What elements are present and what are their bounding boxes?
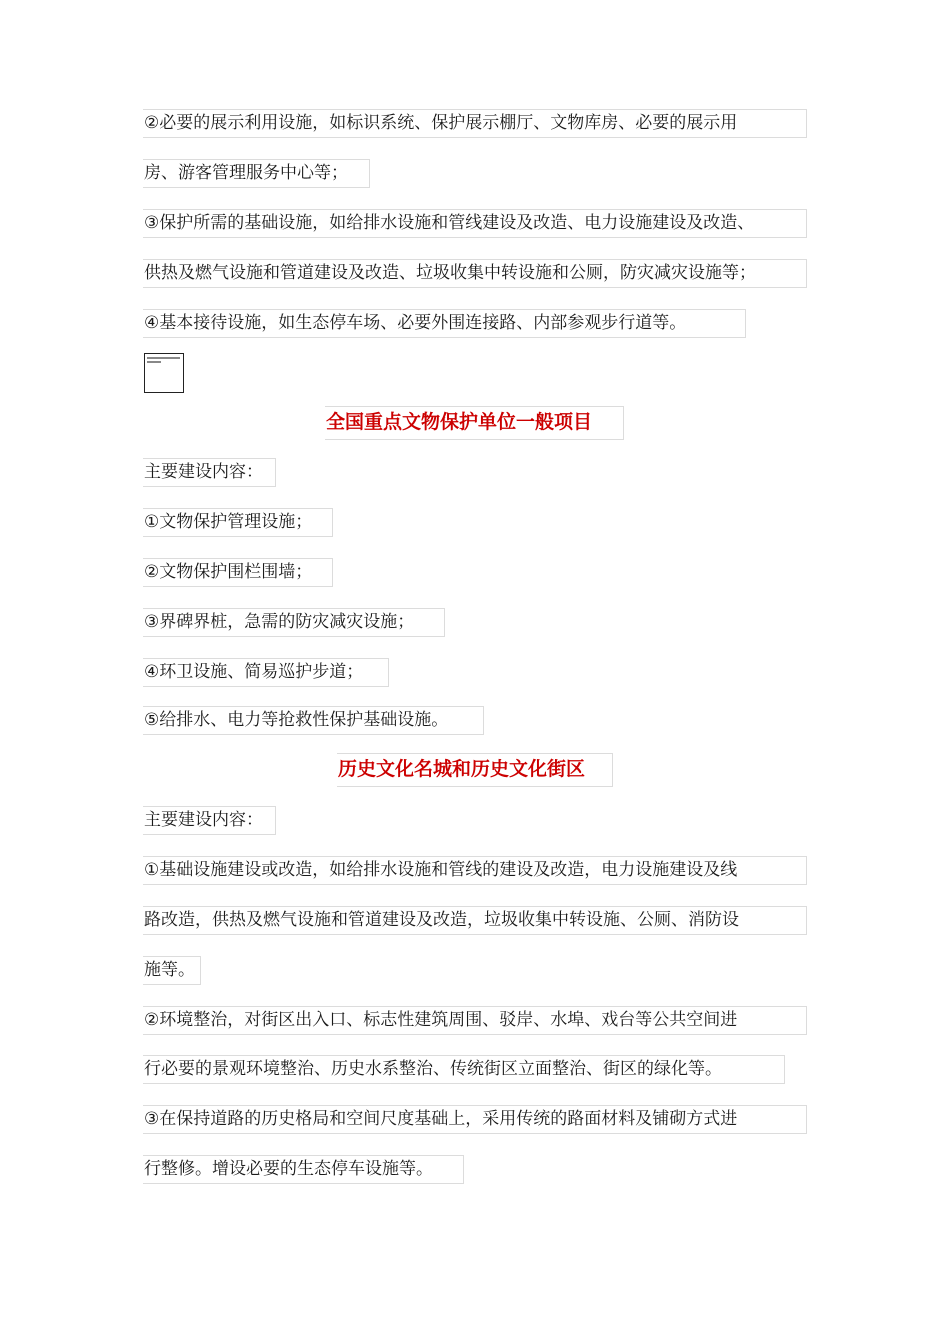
text-line: ④基本接待设施，如生态停车场、必要外围连接路、内部参观步行道等。 [143,309,746,338]
section-heading: 历史文化名城和历史文化街区 [337,753,613,787]
section-intro: 主要建设内容： [143,458,276,487]
text-line: 行整修。增设必要的生态停车设施等。 [143,1155,464,1184]
list-item: ③界碑界桩，急需的防灾减灾设施； [143,608,445,637]
text-line: ①基础设施建设或改造，如给排水设施和管线的建设及改造，电力设施建设及线 [143,856,807,885]
embedded-image-thumbnail [144,353,184,393]
list-item: ④环卫设施、简易巡护步道； [143,658,389,687]
text-line: 路改造，供热及燃气设施和管道建设及改造，垃圾收集中转设施、公厕、消防设 [143,906,807,935]
section-intro: 主要建设内容： [143,806,276,835]
text-line: 行必要的景观环境整治、历史水系整治、传统街区立面整治、街区的绿化等。 [143,1055,785,1084]
list-item: ①文物保护管理设施； [143,508,333,537]
text-line: ②环境整治，对街区出入口、标志性建筑周围、驳岸、水埠、戏台等公共空间进 [143,1006,807,1035]
text-line: 施等。 [143,956,201,985]
list-item: ⑤给排水、电力等抢救性保护基础设施。 [143,706,484,735]
text-line: 房、游客管理服务中心等； [143,159,370,188]
text-line: 供热及燃气设施和管道建设及改造、垃圾收集中转设施和公厕，防灾减灾设施等； [143,259,807,288]
text-line: ③保护所需的基础设施，如给排水设施和管线建设及改造、电力设施建设及改造、 [143,209,807,238]
text-line: ②必要的展示利用设施，如标识系统、保护展示棚厅、文物库房、必要的展示用 [143,109,807,138]
thumbnail-text-bar [147,361,161,363]
thumbnail-text-bar [147,357,180,359]
section-heading: 全国重点文物保护单位一般项目 [325,406,624,440]
text-line: ③在保持道路的历史格局和空间尺度基础上，采用传统的路面材料及铺砌方式进 [143,1105,807,1134]
list-item: ②文物保护围栏围墙； [143,558,333,587]
